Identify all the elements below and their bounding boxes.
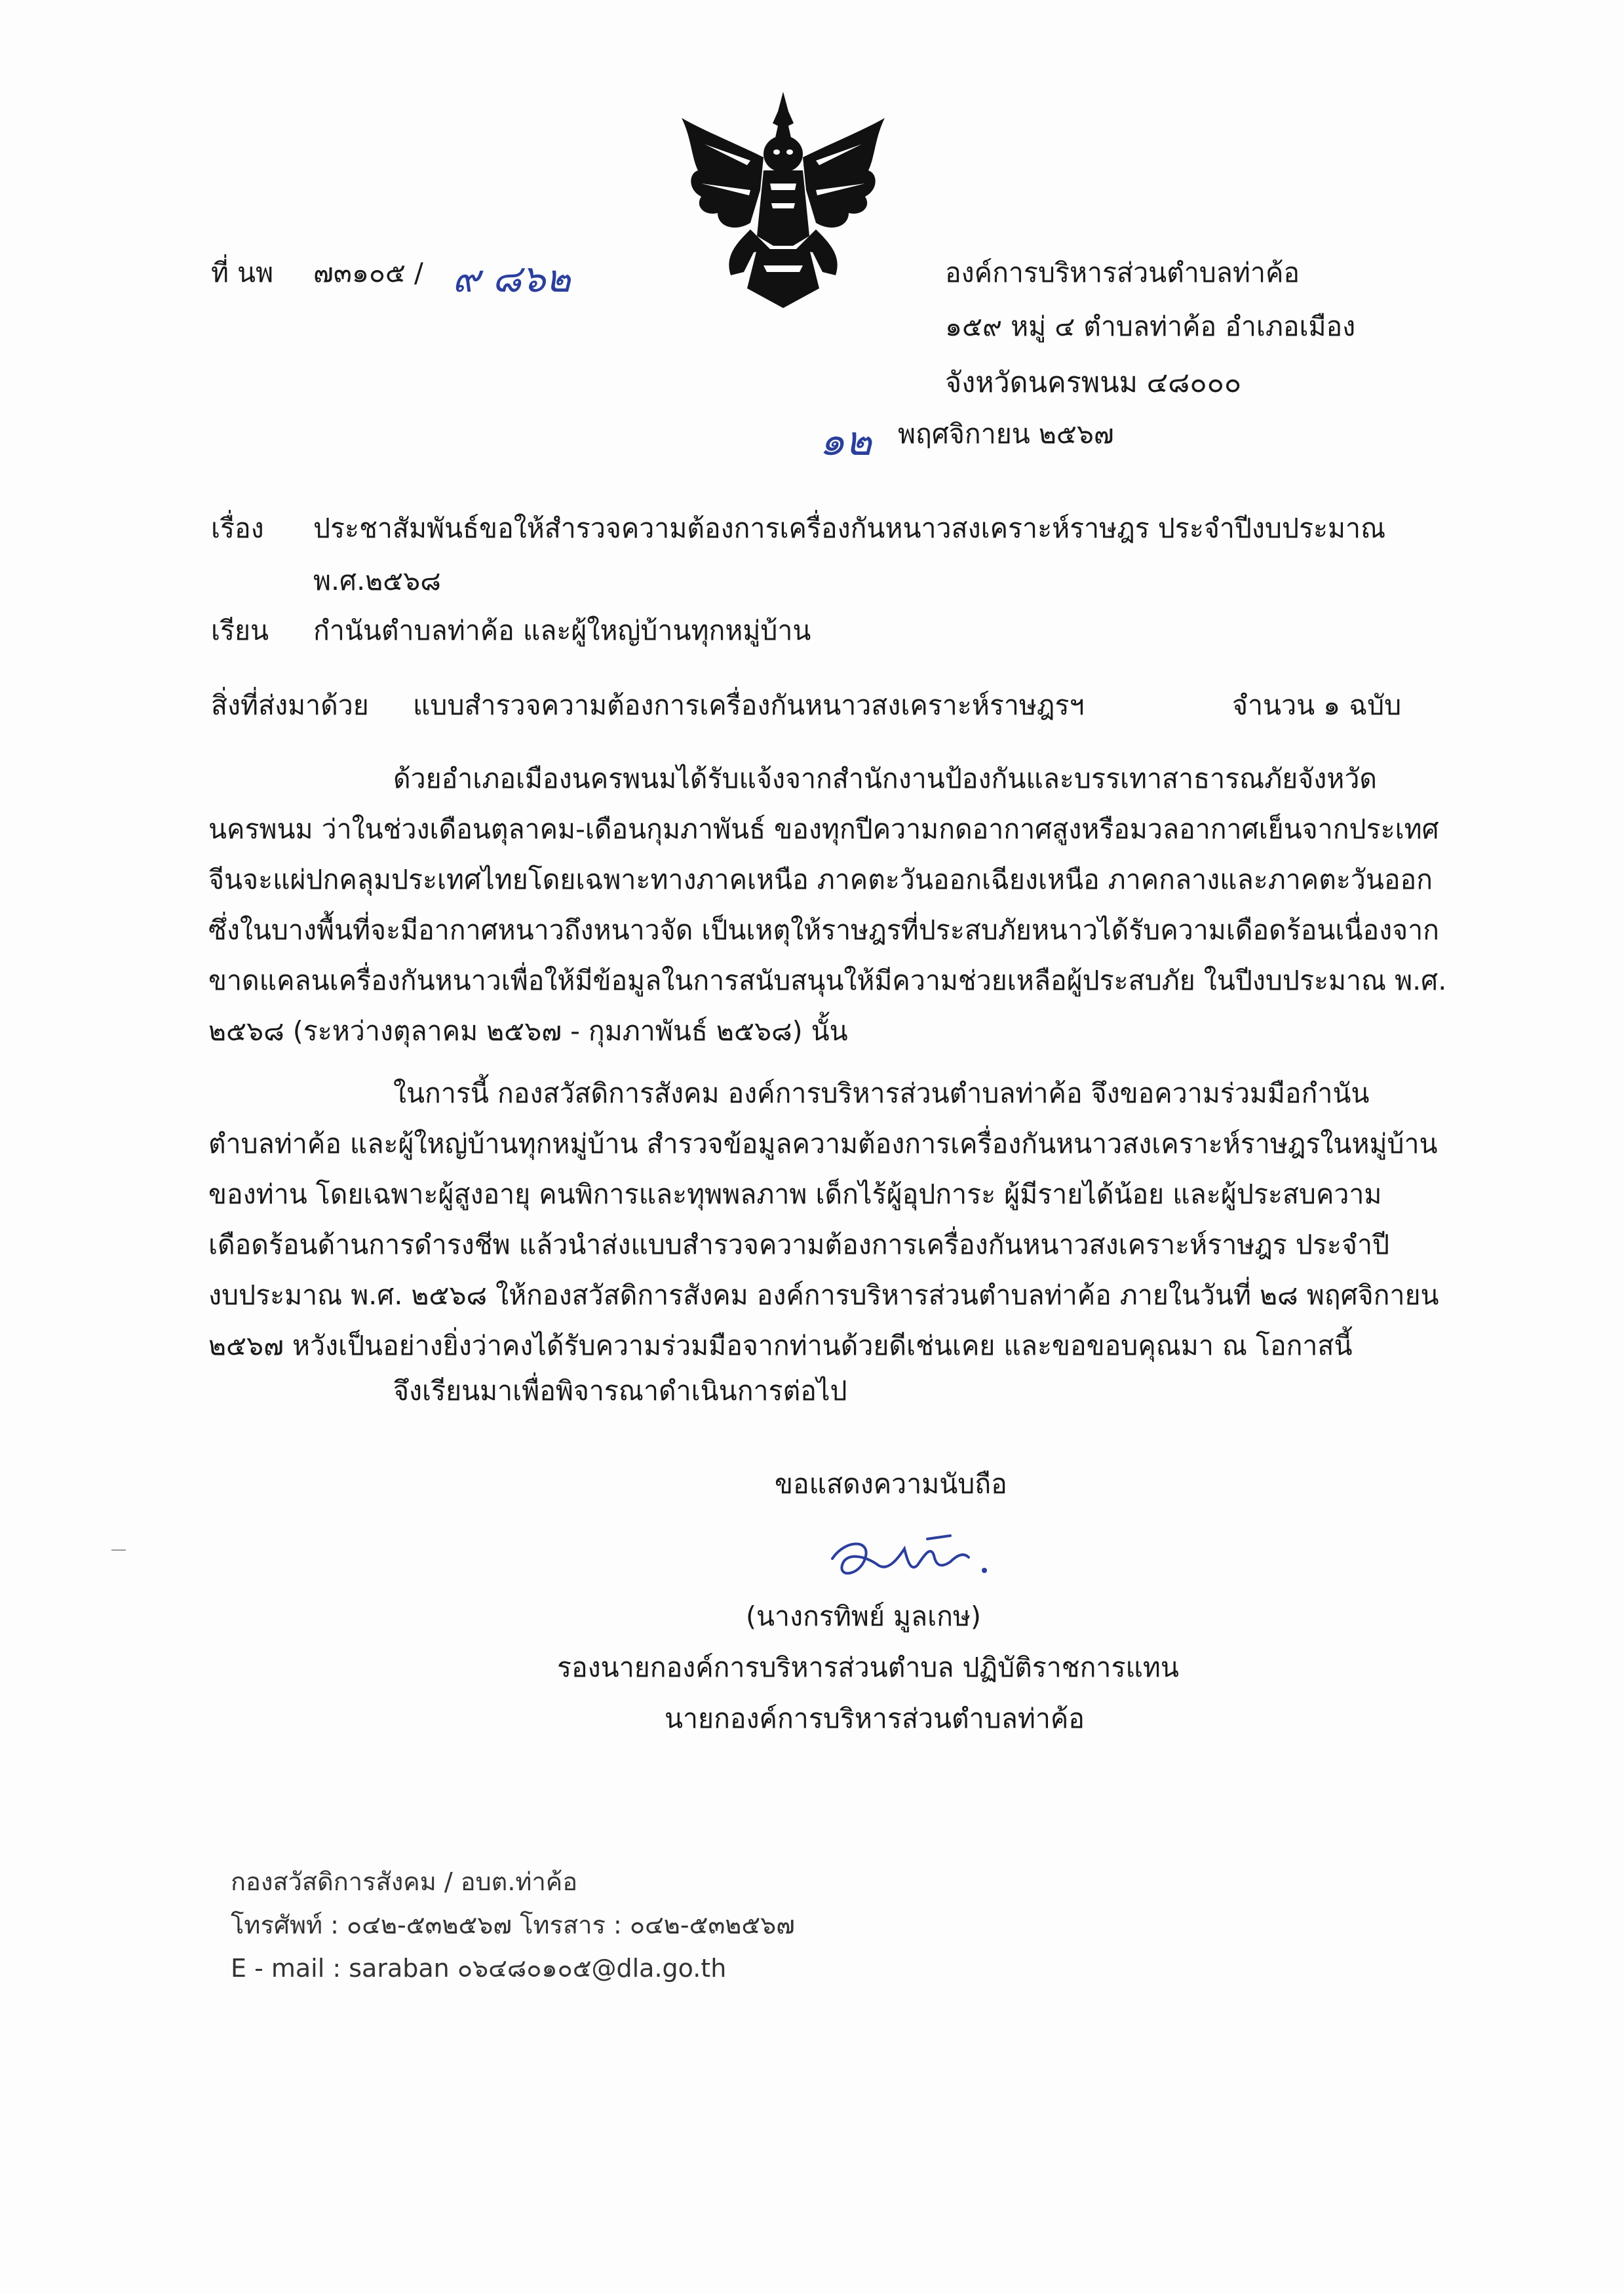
paragraph-line: นครพนม ว่าในช่วงเดือนตุลาคม-เดือนกุมภาพันธ์ ของทุกปีความกดอากาศสูงหรือมวลอากาศเย็นจากประเทศ <box>208 813 1439 845</box>
enclosure-label: สิ่งที่ส่งมาด้วย <box>211 690 369 721</box>
closing-request: จึงเรียนมาเพื่อพิจารณาดำเนินการต่อไป <box>393 1375 847 1407</box>
paragraph-line: ๒๕๖๘ (ระหว่างตุลาคม ๒๕๖๗ - กุมภาพันธ์ ๒๕๖๘) นั้น <box>208 1015 848 1047</box>
handwritten-signature <box>819 1519 1016 1591</box>
paragraph-line: ซึ่งในบางพื้นที่จะมีอากาศหนาวถึงหนาวจัด เป็นเหตุให้ราษฎรที่ประสบภัยหนาวได้รับความเดือดร้อนเนื่องจาก <box>208 914 1439 946</box>
footer-division: กองสวัสดิการสังคม / อบต.ท่าค้อ <box>231 1867 578 1896</box>
address-line2: จังหวัดนครพนม ๔๘๐๐๐ <box>945 366 1242 399</box>
signer-position-line2: นายกองค์การบริหารส่วนตำบลท่าค้อ <box>665 1703 1085 1734</box>
paragraph-line: ตำบลท่าค้อ และผู้ใหญ่บ้านทุกหมู่บ้าน สำรวจข้อมูลความต้องการเครื่องกันหนาวสงเคราะห์ราษฎรในหมู่บ้าน <box>208 1128 1438 1159</box>
subject-line2: พ.ศ.๒๕๖๘ <box>313 565 441 596</box>
footer-email: E - mail : saraban ๐๖๔๘๐๑๐๕@dla.go.th <box>231 1954 727 1983</box>
scan-mark <box>111 1549 126 1551</box>
paragraph-line: งบประมาณ พ.ศ. ๒๕๖๘ ให้กองสวัสดิการสังคม องค์การบริหารส่วนตำบลท่าค้อ ภายในวันที่ ๒๘ พฤศจิกายน <box>208 1279 1439 1311</box>
ref-handwritten-number: ๙ ๘๖๒ <box>452 256 571 301</box>
paragraph-line: ของท่าน โดยเฉพาะผู้สูงอายุ คนพิการและทุพพลภาพ เด็กไร้ผู้อุปการะ ผู้มีรายได้น้อย และผู้ประสบความ <box>208 1178 1382 1210</box>
address-line1: ๑๕๙ หมู่ ๔ ตำบลท่าค้อ อำเภอเมือง <box>945 311 1356 342</box>
org-name: องค์การบริหารส่วนตำบลท่าค้อ <box>945 257 1300 288</box>
date-month-year: พฤศจิกายน ๒๕๖๗ <box>898 418 1114 450</box>
signer-position-line1: รองนายกองค์การบริหารส่วนตำบล ปฏิบัติราชการแทน <box>557 1652 1179 1683</box>
body-paragraph-2 <box>208 1068 1473 1371</box>
subject-label: เรื่อง <box>211 513 264 544</box>
recipient-text: กำนันตำบลท่าค้อ และผู้ใหญ่บ้านทุกหมู่บ้าน <box>313 615 811 646</box>
closing-salutation: ขอแสดงความนับถือ <box>775 1468 1007 1500</box>
paragraph-line: เดือดร้อนด้านการดำรงชีพ แล้วนำส่งแบบสำรวจความต้องการเครื่องกันหนาวสงเคราะห์ราษฎร ประจำปี <box>208 1229 1389 1260</box>
footer-phone: โทรศัพท์ : ๐๔๒-๕๓๒๕๖๗ โทรสาร : ๐๔๒-๕๓๒๕๖๗ <box>231 1911 795 1939</box>
paragraph-line: ในการนี้ กองสวัสดิการสังคม องค์การบริหารส่วนตำบลท่าค้อ จึงขอความร่วมมือกำนัน <box>393 1078 1370 1109</box>
enclosure-count: จำนวน ๑ ฉบับ <box>1232 690 1402 721</box>
subject-line1: ประชาสัมพันธ์ขอให้สำรวจความต้องการเครื่องกันหนาวสงเคราะห์ราษฎร ประจำปีงบประมาณ <box>313 513 1386 544</box>
paragraph-line: ด้วยอำเภอเมืองนครพนมได้รับแจ้งจากสำนักงานป้องกันและบรรเทาสาธารณภัยจังหวัด <box>393 763 1377 794</box>
garuda-emblem <box>678 92 888 308</box>
enclosure-text: แบบสำรวจความต้องการเครื่องกันหนาวสงเคราะห์ราษฎรฯ <box>413 690 1085 721</box>
paragraph-line: ๒๕๖๗ หวังเป็นอย่างยิ่งว่าคงได้รับความร่วมมือจากท่านด้วยดีเช่นเคย และขอขอบคุณมา ณ โอกาสนี้ <box>208 1330 1353 1361</box>
signer-name: (นางกรทิพย์ มูลเกษ) <box>746 1601 982 1632</box>
ref-number: ๗๓๑๐๕ / <box>313 257 423 288</box>
paragraph-line: จีนจะแผ่ปกคลุมประเทศไทยโดยเฉพาะทางภาคเหนือ ภาคตะวันออกเฉียงเหนือ ภาคกลางและภาคตะวันออก <box>208 864 1433 895</box>
ref-label: ที่ นพ <box>211 257 274 288</box>
paragraph-line: ขาดแคลนเครื่องกันหนาวเพื่อให้มีข้อมูลในการสนับสนุนให้มีความช่วยเหลือผู้ประสบภัย ในปีงบประมาณ พ.ศ. <box>208 965 1447 996</box>
body-paragraph-1 <box>208 754 1473 1057</box>
recipient-label: เรียน <box>211 615 269 646</box>
date-day-handwritten: ๑๒ <box>819 417 872 465</box>
